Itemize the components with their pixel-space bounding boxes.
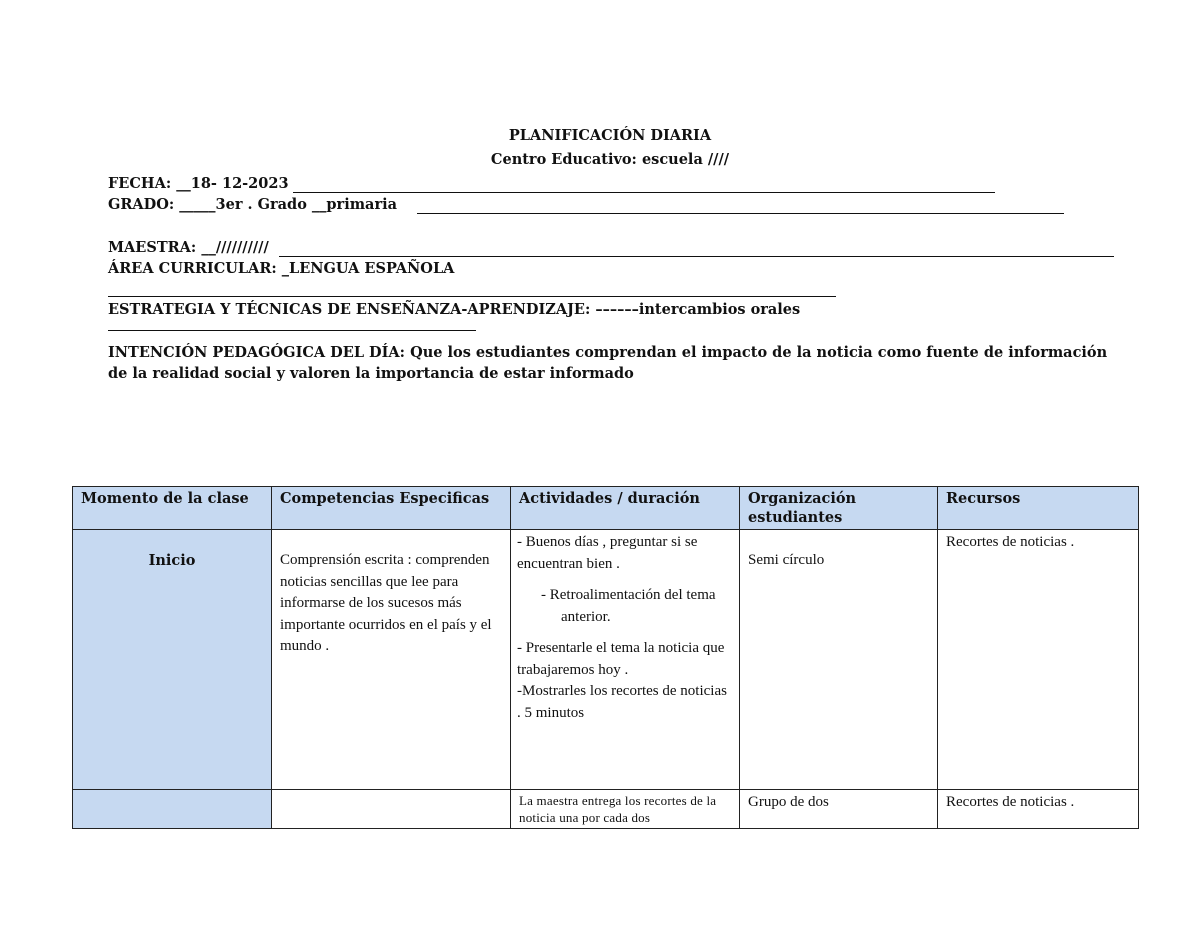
moment-cell (73, 530, 272, 790)
area-underline (108, 296, 836, 297)
organizacion-cell (740, 790, 938, 829)
header-recursos: Recursos (938, 487, 1139, 530)
grado-line: GRADO: _____3er . Grado __primaria (108, 196, 397, 213)
fecha-underline (293, 192, 995, 193)
grado-underline (417, 213, 1064, 214)
fecha-line: FECHA: __18- 12-2023 (108, 175, 289, 192)
competencias-text: Comprensión escrita : comprenden noticias sencillas que lee para informarse de los sucesos más importante ocurridos en el país y el mundo . (280, 552, 492, 654)
activity-present-topic: - Presentarle el tema la noticia que trabajaremos hoy . (517, 640, 725, 678)
competencias-cell-empty (272, 790, 511, 829)
planning-table (72, 486, 1139, 829)
table-row (73, 530, 1139, 790)
actividades-cell (511, 790, 740, 829)
table-header-row (73, 487, 1139, 530)
organizacion-cell (740, 530, 938, 790)
competencias-cell (272, 530, 511, 790)
moment-cell-empty (73, 790, 272, 829)
recursos-cell (938, 790, 1139, 829)
estrategia-line: ESTRATEGIA Y TÉCNICAS DE ENSEÑANZA-APRENDIZAJE: ––––––intercambios orales (108, 301, 801, 318)
intencion-pedagogica: INTENCIÓN PEDAGÓGICA DEL DÍA: Que los estudiantes comprendan el impacto de la noticia como fuente de información de la realidad social y valoren la importancia de estar informado (108, 344, 1108, 382)
header-organizacion: Organización estudiantes (740, 487, 938, 530)
organizacion-text: Semi círculo (748, 552, 825, 568)
document-title: PLANIFICACIÓN DIARIA (508, 127, 712, 144)
actividades-cell (511, 530, 740, 790)
maestra-underline (279, 256, 1114, 257)
recursos-text: Recortes de noticias . (946, 534, 1075, 550)
activity-greeting: - Buenos días , preguntar si se encuentran bien . (517, 534, 698, 572)
school-name: Centro Educativo: escuela //// (490, 151, 730, 168)
activity-feedback: - Retroalimentación del tema anterior. (541, 587, 716, 625)
header-momento: Momento de la clase (73, 487, 272, 530)
recursos-text: Recortes de noticias . (946, 794, 1075, 810)
area-curricular-line: ÁREA CURRICULAR: _LENGUA ESPAÑOLA (108, 260, 455, 277)
activity-hand-out: La maestra entrega los recortes de la noticia una por cada dos (519, 793, 717, 825)
maestra-line: MAESTRA: __////////// (108, 239, 269, 256)
activity-show-clippings: -Mostrarles los recortes de noticias . 5 minutos (517, 683, 727, 721)
header-actividades: Actividades / duración (511, 487, 740, 530)
moment-label: Inicio (148, 552, 196, 569)
recursos-cell (938, 530, 1139, 790)
estrategia-dash-line (108, 330, 476, 331)
table-row (73, 790, 1139, 829)
organizacion-text: Grupo de dos (748, 794, 829, 810)
header-competencias: Competencias Especificas (272, 487, 511, 530)
